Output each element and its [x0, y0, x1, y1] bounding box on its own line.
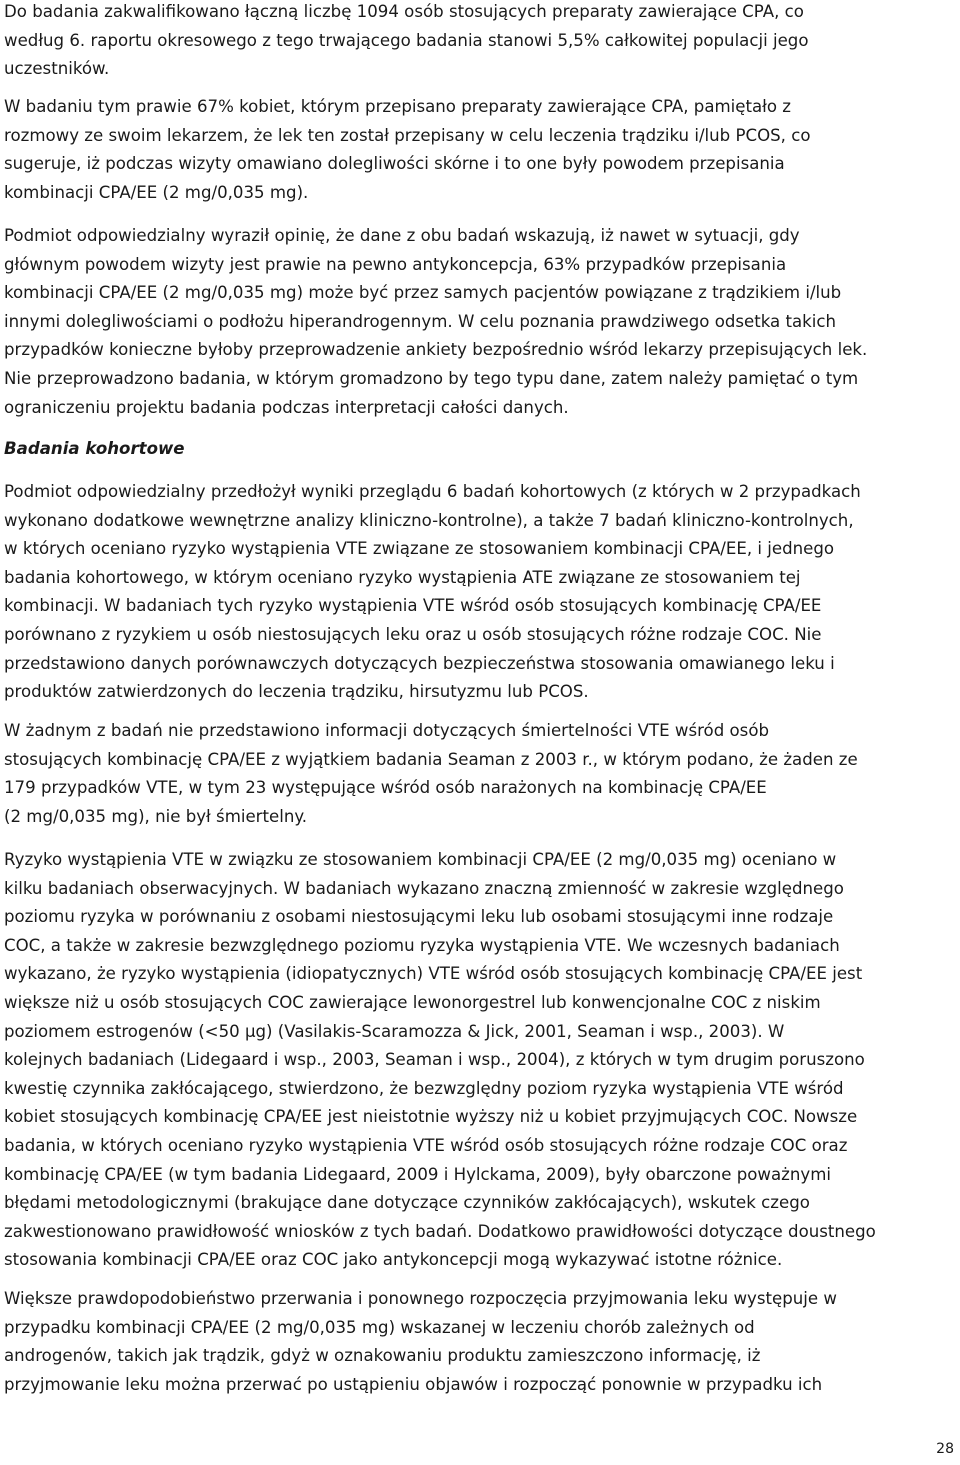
text-line: rozmowy ze swoim lekarzem, że lek ten został przepisany w celu leczenia trądziku i/lub PCOS, co [4, 125, 811, 145]
text-line: badania kohortowego, w którym oceniano ryzyko wystąpienia ATE związane ze stosowaniem tej [4, 567, 801, 587]
text-line: uczestników. [4, 59, 110, 79]
paragraph-7 [4, 1285, 837, 1399]
text-line: porównano z ryzykiem u osób niestosujących leku oraz u osób stosujących różne rodzaje COC. Nie [4, 624, 822, 644]
text-line: kobiet stosujących kombinację CPA/EE jest nieistotnie wyższy niż u kobiet przyjmujących COC. Nowsze [4, 1107, 858, 1127]
text-line: zakwestionowano prawidłowość wniosków z tych badań. Dodatkowo prawidłowości dotyczące doustnego [4, 1221, 876, 1241]
text-line: według 6. raportu okresowego z tego trwającego badania stanowi 5,5% całkowitej populacji jego [4, 30, 809, 50]
text-line: poziomu ryzyka w porównaniu z osobami niestosującymi leku lub osobami stosującymi inne rodzaje [4, 907, 834, 927]
text-line: badania, w których oceniano ryzyko wystąpienia VTE wśród osób stosujących różne rodzaje COC oraz [4, 1135, 848, 1155]
text-line: w których oceniano ryzyko wystąpienia VTE związane ze stosowaniem kombinacji CPA/EE, i jednego [4, 539, 835, 559]
text-line: Ryzyko wystąpienia VTE w związku ze stosowaniem kombinacji CPA/EE (2 mg/0,035 mg) oceniano w [4, 850, 837, 869]
text-line: kombinację CPA/EE (w tym badania Lidegaard, 2009 i Hylckama, 2009), były obarczone poważnymi [4, 1164, 831, 1184]
text-line: stosujących kombinację CPA/EE z wyjątkiem badania Seaman z 2003 r., w którym podano, że żaden ze [4, 749, 858, 769]
paragraph-6 [4, 846, 876, 1275]
text-line: kombinacji. W badaniach tych ryzyko wystąpienia VTE wśród osób stosujących kombinację CPA/EE [4, 596, 822, 616]
text-line: głównym powodem wizyty jest prawie na pewno antykoncepcja, 63% przypadków przepisania [4, 254, 787, 274]
text-line: Podmiot odpowiedzialny wyraził opinię, że dane z obu badań wskazują, iż nawet w sytuacji, gdy [4, 226, 800, 245]
text-line: W badaniu tym prawie 67% kobiet, którym przepisano preparaty zawierające CPA, pamiętało z [4, 97, 792, 116]
paragraph-2 [4, 93, 811, 207]
text-line: kwestię czynnika zakłócającego, stwierdzono, że bezwzględny poziom ryzyka wystąpienia VTE wśród [4, 1078, 844, 1098]
text-line: przypadku kombinacji CPA/EE (2 mg/0,035 mg) wskazanej w leczeniu chorób zależnych od [4, 1317, 755, 1337]
text-line: większe niż u osób stosujących COC zawierające lewonorgestrel lub konwencjonalne COC z niskim [4, 992, 821, 1012]
text-line: sugeruje, iż podczas wizyty omawiano dolegliwości skórne i to one były powodem przepisania [4, 154, 785, 174]
text-line: poziomem estrogenów (<50 μg) (Vasilakis-Scaramozza & Jick, 2001, Seaman i wsp., 2003). W [4, 1021, 785, 1041]
paragraph-1 [4, 0, 808, 84]
text-line: Nie przeprowadzono badania, w którym gromadzono by tego typu dane, zatem należy pamiętać o tym [4, 368, 859, 388]
paragraph-5 [4, 717, 858, 831]
text-line: androgenów, takich jak trądzik, gdyż w oznakowaniu produktu zamieszczono informację, iż [4, 1346, 761, 1366]
page-number: 28 [936, 1441, 954, 1457]
text-line: kilku badaniach obserwacyjnych. W badaniach wykazano znaczną zmienność w zakresie względnego [4, 878, 844, 898]
text-line: przyjmowanie leku można przerwać po ustąpieniu objawów i rozpocząć ponownie w przypadku ich [4, 1374, 823, 1394]
text-line: wykazano, że ryzyko wystąpienia (idiopatycznych) VTE wśród osób stosujących kombinację CPA/EE jest [4, 964, 863, 984]
paragraph-3 [4, 222, 867, 422]
text-line: Do badania zakwalifikowano łączną liczbę 1094 osób stosujących preparaty zawierające CPA, co [4, 2, 804, 21]
text-line: COC, a także w zakresie bezwzględnego poziomu ryzyka wystąpienia VTE. We wczesnych badaniach [4, 935, 840, 955]
text-line: 179 przypadków VTE, w tym 23 występujące wśród osób narażonych na kombinację CPA/EE [4, 778, 767, 798]
text-line: przedstawiono danych porównawczych dotyczących bezpieczeństwa stosowania omawianego leku i [4, 653, 835, 673]
text-line: wykonano dodatkowe wewnętrzne analizy kliniczno-kontrolne), a także 7 badań kliniczno-kontrolnych, [4, 510, 854, 530]
text-line: przypadków konieczne byłoby przeprowadzenie ankiety bezpośrednio wśród lekarzy przepisujących lek. [4, 340, 868, 360]
text-line: kolejnych badaniach (Lidegaard i wsp., 2003, Seaman i wsp., 2004), z których w tym drugim poruszono [4, 1050, 865, 1070]
paragraph-4 [4, 478, 861, 707]
text-line: kombinacji CPA/EE (2 mg/0,035 mg) może być przez samych pacjentów powiązane z trądzikiem i/lub [4, 283, 842, 303]
text-line: Większe prawdopodobieństwo przerwania i ponownego rozpoczęcia przyjmowania leku występuje w [4, 1289, 837, 1308]
text-line: W żadnym z badań nie przedstawiono informacji dotyczących śmiertelności VTE wśród osób [4, 721, 770, 740]
text-line: innymi dolegliwościami o podłożu hiperandrogennym. W celu poznania prawdziwego odsetka takich [4, 311, 837, 331]
text-line: kombinacji CPA/EE (2 mg/0,035 mg). [4, 182, 309, 202]
text-line: ograniczeniu projektu badania podczas interpretacji całości danych. [4, 397, 569, 417]
text-line: (2 mg/0,035 mg), nie był śmiertelny. [4, 806, 308, 826]
section-heading: Badania kohortowe [4, 439, 185, 458]
text-line: produktów zatwierdzonych do leczenia trądziku, hirsutyzmu lub PCOS. [4, 682, 589, 702]
text-line: Podmiot odpowiedzialny przedłożył wyniki przeglądu 6 badań kohortowych (z których w 2 przypadkach [4, 482, 861, 501]
text-line: błędami metodologicznymi (brakujące dane dotyczące czynników zakłócających), wskutek czego [4, 1193, 810, 1213]
text-line: stosowania kombinacji CPA/EE oraz COC jako antykoncepcji mogą wykazywać istotne różnice. [4, 1250, 783, 1270]
